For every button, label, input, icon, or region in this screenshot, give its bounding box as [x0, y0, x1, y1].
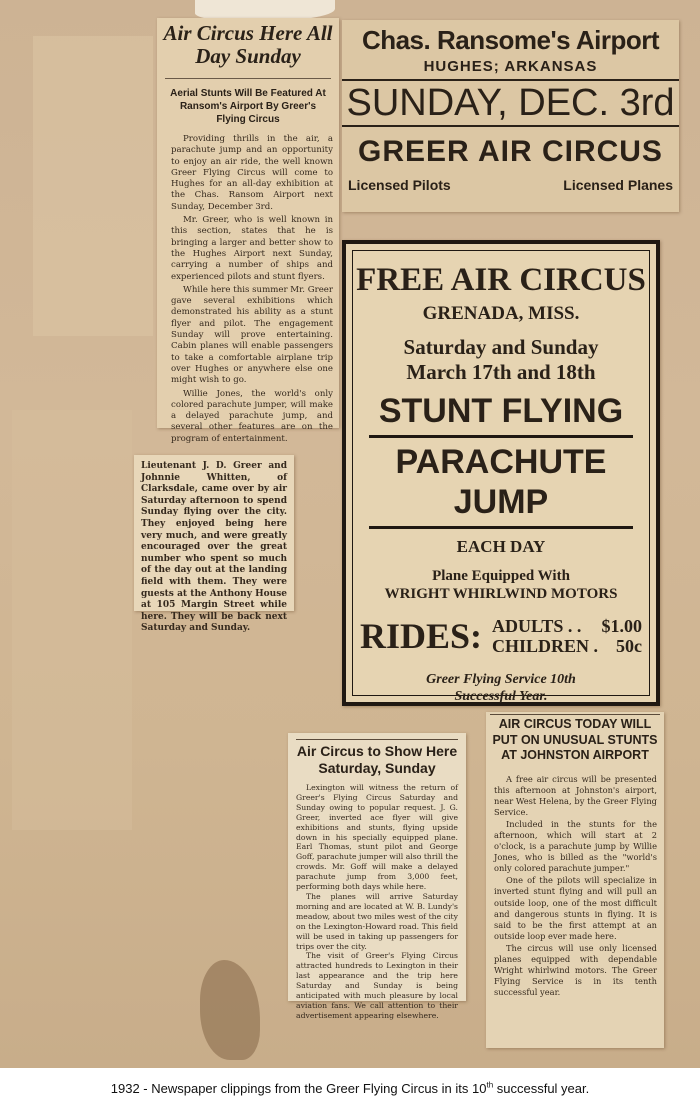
ad-stunt-flying: STUNT FLYING: [369, 391, 633, 438]
ad-title: FREE AIR CIRCUS: [356, 262, 646, 298]
clipping-body: [296, 783, 458, 1021]
clipping-headline: AIR CIRCUS TODAY WILL PUT ON UNUSUAL STUNTS AT JOHNSTON AIRPORT: [490, 714, 660, 764]
caption-superscript: th: [486, 1080, 494, 1090]
paragraph: Providing thrills in the air, a parachute jump and an opportunity to enjoy an air ride, the well known Greer Flying Circus will come to Hughes for an all-day exhibition at the Chas. Ransom Airport next Sunday, December 3rd.: [171, 134, 333, 212]
ad-airport-name: Chas. Ransome's Airport: [361, 25, 660, 55]
ad-plane-line1: Plane Equipped With: [432, 568, 570, 584]
clipping-johnston-airport: [486, 712, 664, 1048]
ad-event-name: GREER AIR CIRCUS: [358, 135, 663, 168]
ride-who: ADULTS . .: [492, 616, 582, 636]
rides-prices: [492, 616, 642, 656]
paragraph: One of the pilots will specialize in inverted stunt flying and will pull an outside loop, one of the most difficult and dangerous stunts in flying. It is said to be the first attempt at an outside loop ever made here.: [494, 875, 657, 941]
ad-footer-line1: Greer Flying Service 10th: [426, 672, 576, 687]
clipping-body: Lieutenant J. D. Greer and Johnnie Whitten, of Clarksdale, came over by air Saturday afternoon to spend Sunday flying over the city. They enjoyed being here very much, and were greatly encouraged over the great number who spent so much of the day out at the landing field with them. They were guests at the Anthony House at 105 Margin Street while here. They will be back next Saturday and Sunday.: [141, 461, 287, 634]
water-stain: [200, 960, 260, 1060]
ride-price-row: [492, 636, 642, 656]
paragraph: The planes will arrive Saturday morning and are located at W. B. Lundy's meadow, about two miles west of the city on the Lexington-Howard road. This field will be used in taking up passengers for trips over the city.: [296, 891, 458, 951]
rides-label: RIDES:: [359, 616, 483, 656]
paragraph: The circus will use only licensed planes equipped with dependable Wright whirlwind motors. The Greer Flying Service is in its tenth successful year.: [494, 942, 657, 998]
ad-notes: [342, 169, 679, 193]
paragraph: The visit of Greer's Flying Circus attracted hundreds to Lexington in their last appearance and the trip here Saturday and Sunday is being anticipated with much pleasure by local aviation fans. We call attention to their advertisement appearing elsewhere.: [296, 951, 458, 1020]
ad-date: SUNDAY, DEC. 3rd: [342, 79, 679, 127]
ad-days: Saturday and Sunday: [403, 335, 599, 359]
blank-paper-patch: [33, 36, 153, 336]
ride-who: CHILDREN .: [492, 636, 599, 656]
clipping-headline: Air Circus Here All Day Sunday: [163, 21, 333, 68]
ad-each-day: EACH DAY: [456, 537, 546, 556]
caption-text-end: successful year.: [493, 1081, 590, 1096]
ad-footer-line2: Successful Year.: [454, 689, 548, 704]
ad-place: GRENADA, MISS.: [422, 303, 580, 324]
ad-plane-line2: WRIGHT WHIRLWIND MOTORS: [384, 586, 618, 602]
clipping-ransome-airport-ad: [342, 20, 679, 212]
paragraph: While here this summer Mr. Greer gave several exhibitions which demonstrated his ability as a stunt flyer and pilot. The engagement Sunday will prove entertaining. Cabin planes will enable passengers to take a comfortable airplane trip over Hughes or anywhere else one might wish to go.: [171, 284, 333, 386]
clipping-body: [494, 774, 657, 999]
ride-price: 50c: [616, 636, 643, 656]
blank-paper-patch: [12, 410, 132, 830]
paragraph: Lexington will witness the return of Greer's Flying Circus Saturday and Sunday owing to popular request. J. G. Greer, inverted ace flyer will give exhibitions and stunts, flying upside down in his specially equipped plane. Earl Thomas, stunt pilot and George Goff, parachute jumper will also thrill the crowds. Mr. Goff will make a delayed parachute jump from 3,000 feet, performing both days while here.: [296, 783, 458, 892]
clipping-free-air-circus-ad: [342, 240, 660, 706]
caption-text: 1932 - Newspaper clippings from the Greer Flying Circus in its 10: [110, 1081, 487, 1096]
paragraph: Included in the stunts for the afternoon, which will start at 2 o'clock, is a parachute jump by Willie Jones, who is billed as the "world's only colored parachute jumper.": [494, 818, 657, 874]
ad-parachute-jump: PARACHUTE JUMP: [369, 442, 633, 529]
ad-border: [352, 250, 650, 704]
clipping-lieutenant-greer: [134, 455, 294, 634]
clipping-body: [171, 134, 333, 445]
photo-caption: [0, 1068, 700, 1109]
ad-location: HUGHES; ARKANSAS: [423, 58, 598, 75]
licensed-planes-note: Licensed Planes: [563, 177, 673, 193]
clipping-headline: Air Circus to Show Here Saturday, Sunday: [296, 739, 458, 777]
ride-price-row: [492, 616, 642, 636]
ride-price: $1.00: [601, 616, 643, 636]
ad-rides: [353, 615, 649, 657]
clipping-lexington: [288, 733, 466, 1020]
ad-dates: March 17th and 18th: [406, 360, 596, 384]
clipping-air-circus-here: [157, 18, 339, 444]
clipping-subhead: Aerial Stunts Will Be Featured At Ransom's Airport By Greer's Flying Circus: [165, 78, 331, 126]
paragraph: Mr. Greer, who is well known in this section, states that he is bringing a larger and better show to the Hughes Airport next Sunday, carrying a number of ships and experienced pilots and stunt flyers.: [171, 215, 333, 282]
licensed-pilots-note: Licensed Pilots: [348, 177, 451, 193]
paragraph: A free air circus will be presented this afternoon at Johnston's airport, near West Helena, by the Greer Flying Service.: [494, 773, 657, 817]
paragraph: Willie Jones, the world's only colored parachute jumper, will make a delayed parachute jump, and several other features are on the program of entertainment.: [171, 388, 333, 444]
